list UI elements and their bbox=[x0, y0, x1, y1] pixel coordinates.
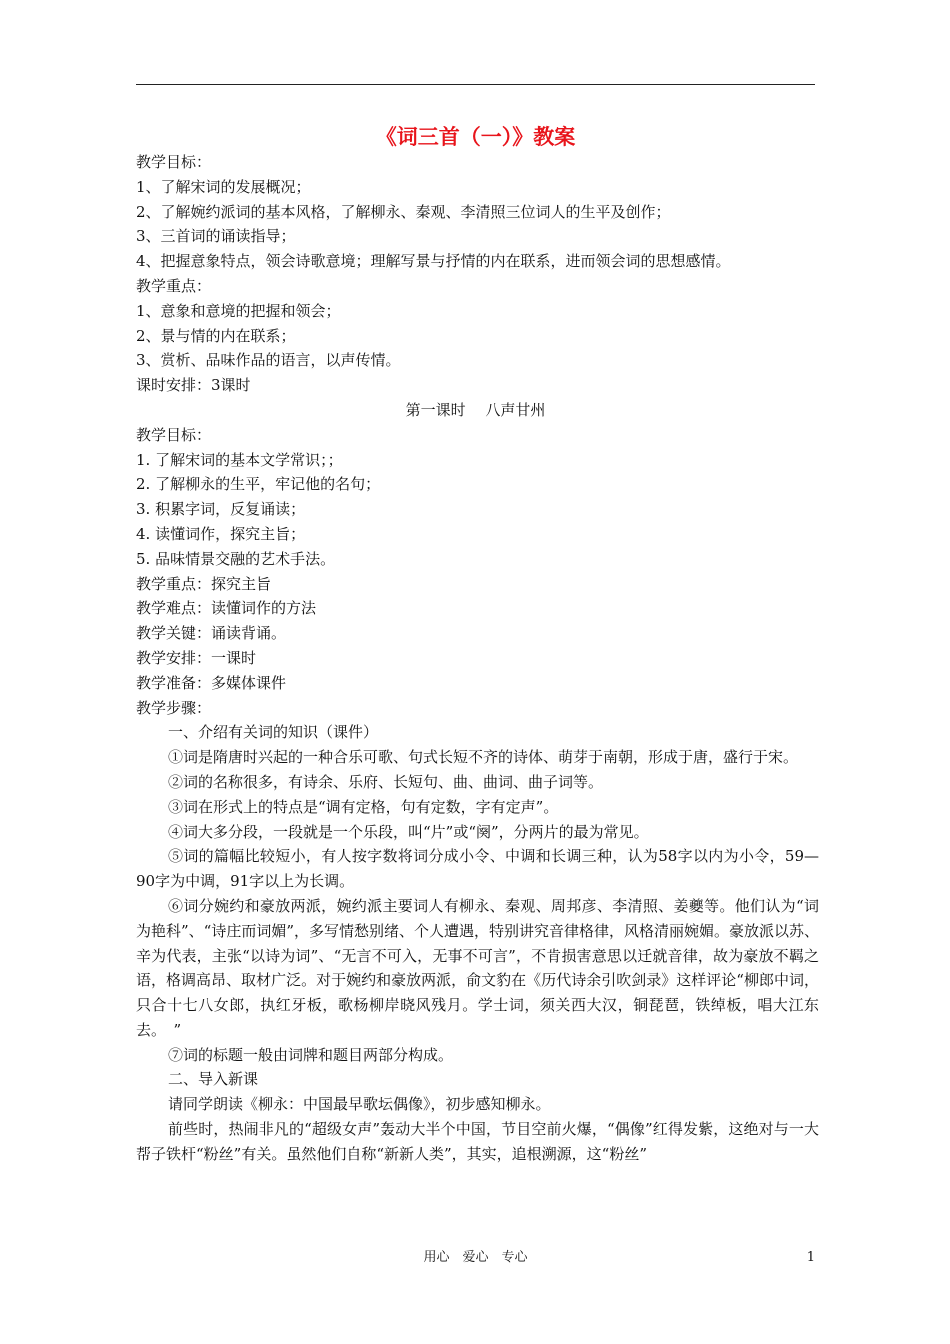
page-number: 1 bbox=[806, 1250, 815, 1265]
step-paragraph: ④词大多分段，一段就是一个乐段，叫“片”或“阕”，分两片的最为常见。 bbox=[168, 822, 649, 841]
objective-item: 2、了解婉约派词的基本风格，了解柳永、秦观、李清照三位词人的生平及创作； bbox=[136, 202, 671, 221]
lesson-preparation: 教学准备：多媒体课件 bbox=[136, 673, 287, 692]
lesson-objective-item: 1. 了解宋词的基本文学常识；； bbox=[136, 450, 343, 469]
step-paragraph: 请同学朗读《柳永：中国最早歌坛偶像》，初步感知柳永。 bbox=[168, 1095, 551, 1114]
step-paragraph: 前些时，热闹非凡的“超级女声”轰动大半个中国，节目空前火爆，“偶像”红得发紫，这绝对与一大帮子铁杆“粉丝”有关。虽然他们自称“新新人类”，其实，追根溯源，这“粉丝” bbox=[136, 1120, 819, 1163]
step-paragraph: ⑥词分婉约和豪放两派，婉约派主要词人有柳永、秦观、周邦彦、李清照、姜夔等。他们认为“词为艳科”、“诗庄而词媚”，多写情愁别绪、个人遭遇，特别讲究音律格律，风格清丽婉媚。豪放派以苏、辛为代表，主张“以诗为词”、“无言不可入，无事不可言”，不肯损害意思以迁就音律，故为豪放不羁之语，格调高昂、取材广泛。对于婉约和豪放两派，俞文豹在《历代诗余引吹剑录》这样评论“柳郎中词，只合十七八女郎，执红牙板，歌杨柳岸晓风残月。学士词，须关西大汉，铜琵琶，铁绰板，唱大江东去。 ” bbox=[136, 896, 820, 1039]
lesson-objective-item: 5. 品味情景交融的艺术手法。 bbox=[136, 549, 336, 568]
key-points-heading: 教学重点： bbox=[136, 276, 212, 295]
steps-heading: 教学步骤： bbox=[136, 698, 212, 717]
lesson-objectives-heading: 教学目标： bbox=[136, 425, 212, 444]
footer-motto: 用心 爱心 专心 bbox=[423, 1250, 528, 1265]
objective-item: 1、了解宋词的发展概况； bbox=[136, 177, 311, 196]
lesson-arrangement: 教学安排：一课时 bbox=[136, 648, 257, 667]
document-body bbox=[136, 150, 819, 1167]
header-rule bbox=[136, 84, 815, 85]
lesson-difficulty: 教学难点：读懂词作的方法 bbox=[136, 599, 317, 618]
key-point-item: 1、意象和意境的把握和领会； bbox=[136, 301, 341, 320]
step-paragraph: ③词在形式上的特点是“调有定格，句有定数，字有定声”。 bbox=[168, 797, 559, 816]
lesson-objective-item: 4. 读懂词作，探究主旨； bbox=[136, 524, 306, 543]
objective-item: 4、把握意象特点，领会诗歌意境；理解写景与抒情的内在联系，进而领会词的思想感情。 bbox=[136, 252, 731, 271]
schedule: 课时安排：3课时 bbox=[136, 376, 251, 395]
key-point-item: 3、赏析、品味作品的语言，以声传情。 bbox=[136, 351, 401, 370]
step-paragraph: ①词是隋唐时兴起的一种合乐可歌、句式长短不齐的诗体、萌芽于南朝，形成于唐，盛行于宋。 bbox=[168, 748, 799, 767]
document-title: 《词三首（一）》教案 bbox=[375, 124, 576, 149]
lesson-key-point: 教学重点：探究主旨 bbox=[136, 574, 272, 593]
step-heading: 二、导入新课 bbox=[168, 1070, 259, 1089]
key-point-item: 2、景与情的内在联系； bbox=[136, 326, 296, 345]
lesson-objective-item: 3. 积累字词，反复诵读； bbox=[136, 500, 306, 519]
objectives-heading: 教学目标： bbox=[136, 153, 212, 171]
objective-item: 3、三首词的诵读指导； bbox=[136, 227, 296, 246]
step-paragraph: ②词的名称很多，有诗余、乐府、长短句、曲、曲词、曲子词等。 bbox=[168, 772, 604, 791]
step-paragraph: ⑤词的篇幅比较短小，有人按字数将词分成小令、中调和长调三种，认为58字以内为小令，59—90字为中调，91字以上为长调。 bbox=[136, 847, 819, 891]
lesson-heading: 第一课时 八声甘州 bbox=[405, 400, 546, 419]
lesson-objective-item: 2. 了解柳永的生平，牢记他的名句； bbox=[136, 475, 381, 494]
step-paragraph: ⑦词的标题一般由词牌和题目两部分构成。 bbox=[168, 1045, 454, 1064]
step-heading: 一、介绍有关词的知识（课件） bbox=[168, 723, 379, 742]
lesson-key: 教学关键：诵读背诵。 bbox=[136, 624, 287, 643]
